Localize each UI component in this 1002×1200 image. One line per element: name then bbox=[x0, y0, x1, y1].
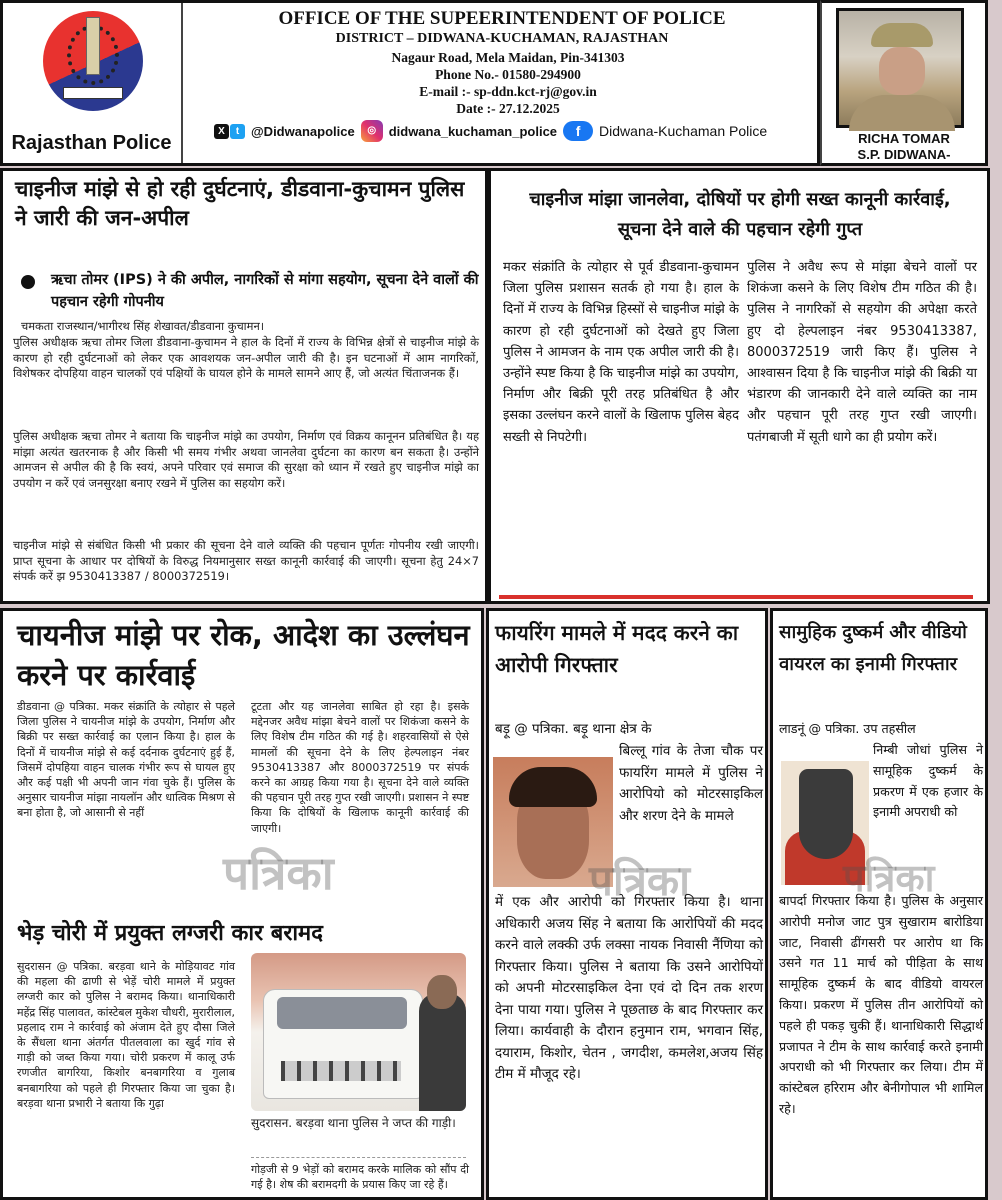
patrika-watermark: पत्रिका bbox=[843, 856, 935, 900]
police-cap-shape bbox=[871, 23, 933, 47]
article4-headline: भेड़ चोरी में प्रयुक्त लग्जरी कार बरामद bbox=[17, 921, 323, 946]
article5-lead: बड़ू @ पत्रिका. बड़ू थाना क्षेत्र के bbox=[495, 721, 652, 737]
article5-beside-photo: बिल्लू गांव के तेजा चौक पर फायरिंग मामले में पुलिस ने आरोपियो को मोटरसाइकिल और शरण देने के मामले bbox=[619, 743, 763, 824]
man-face-shape bbox=[427, 975, 457, 1009]
instagram-icon: ◎ bbox=[361, 120, 383, 142]
officer-name: RICHA TOMAR bbox=[858, 131, 950, 146]
article-manjha-jaanleva bbox=[488, 168, 990, 604]
officer-title: S.P. DIDWANA- bbox=[857, 147, 951, 162]
article2-col-1: मकर संक्रांति के त्योहार से पूर्व डीडवाना-कुचामन जिला पुलिस प्रशासन सतर्क हो गया है। हाल के दिनों में राज्य के विभिन्न हिस्सों से चाइनीज मांझे के कारण हो रही दुर्घटनाओं को देखते हुए जिला पुलिस ने आमजन के नाम एक अपील जारी की है। उन्होंने स्पष्ट किया है कि चाइनीज मांझे का उपयोग, निर्माण और बिक्री पूरी तरह प्रतिबंधित है और इसका उल्लंघन करने वालों के खिलाफ पुलिस बेहद सख्ती से निपटेगी। bbox=[503, 260, 739, 445]
red-rule bbox=[499, 595, 973, 599]
article-reward-accused bbox=[770, 608, 988, 1200]
article2-headline: चाइनीज मांझा जानलेवा, दोषियों पर होगी सख्त कानूनी कार्रवाई, सूचना देने वाले की पहचान रहेगी गुप्त bbox=[529, 189, 951, 240]
article1-byline: चमकता राजस्थान/भागीरथ सिंह शेखावत/डीडवाना कुचामन। bbox=[21, 319, 265, 333]
article4-col-1: सुदरासन @ पत्रिका. बरड़वा थाने के मोड़ियावट गांव की महला की ढाणी से भेड़ें चोरी मामले में प्रयुक्त लग्जरी कार को पुलिस ने बरामद किया। थानाधिकारी महेंद्र सिंह पालावत, कांस्टेबल मुकेश चौधरी, मुरारीलाल, प्रहलाद राम ने कार्रवाई को अंजाम देते हुए दौसा जिले के सैंधला थाना अंतर्गत पीतलवाला का खुर्द गांव से गाड़ी को जब्त किया गया। चोरी प्रकरण में कालू उर्फ रणजीत बागरिया, किशोर बनबागरिया व गुलाब बनबागरिया को पहले ही गिरफ्तार किया जा चुका है। बरड़वा थाना प्रभारी ने बताया कि गुढ़ा bbox=[17, 960, 235, 1110]
emblem-ribbon-icon bbox=[63, 87, 123, 99]
article1-subhead: ऋचा तोमर (IPS) ने की अपील, नागरिकों से मांगा सहयोग, सूचना देने वालों की पहचान रहेगी गोपनीय bbox=[51, 272, 479, 310]
article5-headline: फायरिंग मामले में मदद करने का आरोपी गिरफ्तार bbox=[495, 621, 739, 677]
bullet-icon bbox=[21, 275, 35, 289]
article1-para-1: पुलिस अधीक्षक ऋचा तोमर जिला डीडवाना-कुचामन ने हाल के दिनों में राज्य के विभिन्न क्षेत्रों से चाइनीज मांझे के कारण हो रही दुर्घटनाओं को लेकर एक आवशयक जन-अपील जारी की है। इन घटनाओं में आम नागरिकों, विशेषकर दोपहिया वाहन चालकों एवं पक्षियों के घायल होने के मामले सामने आए हैं, जो अत्यंत चिंताजनक हैं। bbox=[13, 335, 479, 380]
email-line: E-mail :- sp-ddn.kct-rj@gov.in bbox=[419, 84, 597, 99]
article6-beside-photo: निम्बी जोधां पुलिस ने सामूहिक दुष्कर्म के प्रकरण में एक हजार के इनामी अपराधी को bbox=[873, 742, 983, 820]
caption-divider bbox=[251, 1157, 466, 1158]
patrika-watermark: पत्रिका bbox=[223, 846, 334, 900]
article1-para-3: चाइनीज मांझे से संबंधित किसी भी प्रकार की सूचना देने वाले व्यक्ति की पहचान पूर्णतः गोपनीय रखी जाएगी। प्राप्त सूचना के आधार पर दोषियों के विरुद्ध नियमानुसार सख्त कानूनी कार्रवाई की जाएगी। सूचना हेतु 24×7 संपर्क करें झ 9530413387 / 8000372519। bbox=[13, 538, 479, 583]
article3-col-2: टूटता और यह जानलेवा साबित हो रहा है। इसके मद्देनजर अवैध मांझा बेचने वालों पर शिकंजा कसने के लिए विशेष टीम गठित की गई है। शहरवासियों से ऐसे मामलों की सूचना देने के लिए हेल्पलाइन नंबर 9530413387 और 8000372519 पर संपर्क करने का आग्रह किया गया है। सूचना देने वाले व्यक्ति की पहचान पूरी तरह गुप्त रखी जाएगी। प्रशासन ने स्पष्ट किया कि दोषियों के खिलाफ कानूनी कार्रवाई की जाएगी। bbox=[251, 700, 469, 835]
officer-photo bbox=[836, 8, 964, 128]
date-line: Date :- 27.12.2025 bbox=[456, 101, 560, 116]
phone-line: Phone No.- 01580-294900 bbox=[435, 67, 581, 82]
man-figure-shape bbox=[419, 993, 466, 1111]
article3-col-1: डीडवाना @ पत्रिका. मकर संक्रांति के त्योहार से पहले जिला पुलिस ने चायनीज मांझे के उपयोग, निर्माण और बिक्री पर सख्त कार्रवाई का एलान किया है। हाल के दिनों में चायनीज मांझे से कई दर्दनाक दुर्घटनाएं हुई हैं, जिसमें दोपहिया वाहन चालक गंभीर रूप से घायल हुए और कई पक्षी भी अपनी जान गंवा चुके हैं। पुलिस के अनुसार चायनीज मांझा नायलॉन और धात्विक मिश्रण से बना होता है, जो आसानी से नहीं bbox=[17, 700, 235, 820]
article-jan-apeel bbox=[0, 168, 488, 604]
org-label: Rajasthan Police bbox=[11, 132, 172, 154]
article2-col-2: पुलिस ने अवैध रूप से मांझा बेचने वालों पर शिकंजा कसने के लिए विशेष टीम गठित की है। पुलिस ने नागरिकों से सहयोग की अपेक्षा करते हुए दो हेल्पलाइन नंबर 9530413387, 8000372519 जारी किए हैं। पुलिस ने आश्वासन दिया है कि चाइनीज मांझे की बिक्री या भंडारण की जानकारी देने वाले व्यक्ति का नाम और पहचान पूरी तरह गुप्त रखी जाएगी। पतंगबाजी में सूती धागे का ही प्रयोग करें। bbox=[747, 260, 977, 445]
twitter-handle[interactable]: @Didwanapolice bbox=[251, 123, 355, 139]
car-grille-shape bbox=[281, 1061, 401, 1081]
emblem-pillar-icon bbox=[86, 17, 100, 75]
article1-para-2: पुलिस अधीक्षक ऋचा तोमर ने बताया कि चाइनीज मांझे का उपयोग, निर्माण एवं विक्रय कानूनन प्रतिबंधित है। यह मांझा अत्यंत खतरनाक है और किसी भी समय गंभीर अथवा जानलेवा दुर्घटना का कारण बन सकता है। उन्होंने आमजन से अपील की है कि स्वयं, अपने परिवार एवं समाज की सुरक्षा को ध्यान में रखते हुए चाइनीज मांझे का उपयोग न करें एवं जनसुरक्षा बनाए रखने में पुलिस का सहयोग करें। bbox=[13, 429, 479, 490]
article6-body: बापर्दा गिरफ्तार किया है। पुलिस के अनुसार आरोपी मनोज जाट पुत्र सुखाराम बारोडिया जाट, निवासी ढींगसरी पर आरोप था कि उसने गत 11 मार्च को पीड़िता के साथ सामूहिक दुष्कर्म के बाद वीडियो वायरल किया। प्रकरण में पुलिस तीन आरोपियों को पहले ही पकड़ चुकी हैं। थानाधिकारी सिद्धार्थ प्रजापत ने टीम के साथ कार्रवाई करते इनामी अपराधी को भी गिरफ्तार कर लिया। टीम में कांस्टेबल हरिराम और बेनीगोपाल भी शामिल रहे। bbox=[779, 893, 983, 1116]
social-links bbox=[214, 120, 767, 142]
article-firing-case bbox=[486, 608, 768, 1200]
patrika-watermark: पत्रिका bbox=[589, 856, 691, 905]
car-photo bbox=[251, 953, 466, 1111]
article6-headline: सामुहिक दुष्कर्म और वीडियो वायरल का इनामी गिरफ्तार bbox=[779, 622, 967, 675]
facebook-page[interactable]: Didwana-Kuchaman Police bbox=[599, 123, 768, 139]
car-windshield-shape bbox=[277, 997, 407, 1029]
facebook-icon: f bbox=[563, 121, 593, 141]
hair-shape bbox=[509, 767, 597, 807]
instagram-handle[interactable]: didwana_kuchaman_police bbox=[388, 123, 558, 139]
article1-headline: चाइनीज मांझे से हो रही दुर्घटनाएं, डीडवाना-कुचामन पुलिस ने जारी की जन-अपील bbox=[15, 177, 465, 230]
district-line: DISTRICT – DIDWANA-KUCHAMAN, RAJASTHAN bbox=[335, 31, 669, 46]
office-title: OFFICE OF THE SUPEERINTENDENT OF POLICE bbox=[278, 8, 726, 29]
rajasthan-police-logo bbox=[43, 11, 143, 111]
article4-col-2: गोड़जी से 9 भेड़ों को बरामद करके मालिक को सौंप दी गई है। शेष की बरामदगी के प्रयास किए जा रहे हैं। bbox=[251, 1163, 469, 1192]
article-column-left bbox=[0, 608, 484, 1200]
article3-headline: चायनीज मांझे पर रोक, आदेश का उल्लंघन करने पर कार्रवाई bbox=[17, 618, 470, 692]
address-line: Nagaur Road, Mela Maidan, Pin-341303 bbox=[391, 50, 625, 65]
car-photo-caption: सुदरासन. बरड़वा थाना पुलिस ने जप्त की गाड़ी। bbox=[251, 1116, 456, 1130]
article6-lead: लाडनूं @ पत्रिका. उप तहसील bbox=[779, 721, 916, 736]
x-icon: X bbox=[214, 124, 229, 139]
face-shape bbox=[879, 47, 925, 95]
hood-shape bbox=[799, 769, 853, 859]
article5-body: में एक और आरोपी को गिरफ्तार किया है। थाना अधिकारी अजय सिंह ने बताया कि आरोपियों की मदद करने वाले लक्की उर्फ लक्सा नायक निवासी नैंणिया को गिरफ्तार किया। पुलिस ने बताया कि उसने आरोपियों को अपनी मोटरसाइकिल देना एवं दो दिन तक शरण देना पाया गया। पुलिस ने पूछताछ के बाद गिरफ्तार कर लिया। कार्यवाही के दौरान हनुमान राम, भगवान सिंह, दयाराम, किशोर, चेतन , जगदीश, कमलेश,अजय सिंह टीम में मौजूद रहे। bbox=[495, 894, 763, 1082]
uniform-shape bbox=[849, 95, 955, 131]
twitter-icon: t bbox=[230, 124, 245, 139]
